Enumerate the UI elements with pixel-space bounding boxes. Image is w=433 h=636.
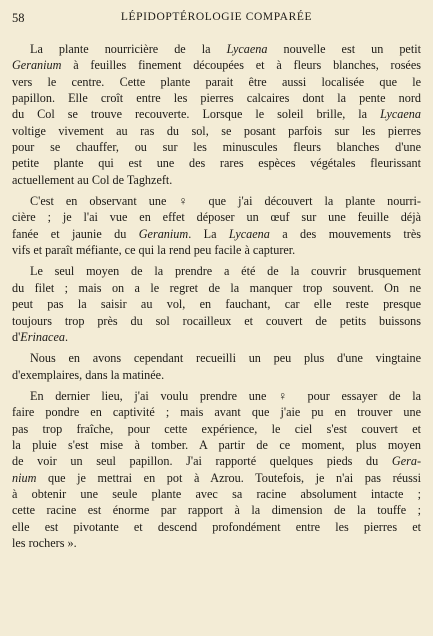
text-run: . La: [188, 226, 229, 241]
italic-term: Lycaena: [228, 226, 270, 241]
text-run: vifs et paraît méfiante, ce qui la rend peu facile à capturer.: [12, 243, 296, 258]
text-run: elle est pivotante et descend profondément entre les pierres et: [12, 519, 421, 534]
text-line: [12, 106, 421, 122]
text-run: les rochers ».: [12, 535, 77, 550]
text-run: La plante nourricière de la: [30, 42, 227, 56]
text-run: vers le centre. Cette plante parait être aussi localisée que le: [12, 74, 421, 89]
italic-term: Geranium: [12, 58, 62, 73]
text-line: [12, 280, 421, 296]
text-line: [12, 388, 421, 404]
text-run: C'est en observant une ♀ que j'ai découvert la plante nourri-: [30, 194, 421, 209]
paragraph: [12, 193, 421, 258]
text-run: peut pas la saisir au vol, en fauchant, car elle reste presque: [12, 297, 421, 312]
text-run: pas trop fraîche, pour cette expérience, le ciel s'est couvert et: [12, 421, 421, 436]
text-line: [12, 470, 421, 486]
text-line: [12, 226, 421, 242]
text-run: la pluie s'est mise à tomber. A partir de ce moment, plus moyen: [12, 437, 421, 452]
paragraph: [12, 388, 421, 551]
text-line: [12, 123, 421, 139]
text-line: [12, 139, 421, 155]
text-run: que je mettrai en pot à Azrou. Toutefois, je n'ai pas réussi: [36, 470, 421, 485]
text-run: fanée et jaunie du: [12, 226, 139, 241]
running-head: LÉPIDOPTÉROLOGIE COMPARÉE: [120, 11, 313, 23]
italic-term: Lycaena: [226, 42, 268, 56]
text-run: du filet ; mais on a le regret de la manquer trop souvent. On ne: [12, 280, 421, 295]
text-run: faire pondre en captivité ; mais avant que j'aie pu en trouver une: [12, 405, 421, 420]
text-run: cière ; je l'ai vue en effet déposer un œuf sur une feuille déjà: [12, 210, 421, 225]
page-number: 58: [12, 11, 25, 25]
text-line: [12, 242, 421, 258]
text-line: [12, 90, 421, 106]
text-line: [12, 155, 421, 171]
text-run: pour se chauffer, ou sur les minuscules fleurs blanches d'une: [12, 140, 421, 155]
text-run: d'exemplaires, dans la matinée.: [12, 367, 165, 382]
text-run: En dernier lieu, j'ai voulu prendre une ♀ pour essayer de la: [30, 388, 421, 403]
page-header: [12, 9, 421, 29]
text-run: petite plante qui est une des rares espèces végétales fleurissant: [12, 156, 421, 171]
text-line: [12, 329, 421, 345]
text-line: [12, 453, 421, 469]
text-run: a des mouvements très: [269, 226, 421, 241]
text-line: [12, 296, 421, 312]
text-run: de voir un seul papillon. J'ai rapporté quelques pieds du: [12, 454, 392, 469]
text-run: Le seul moyen de la prendre a été de la couvrir brusquement: [30, 264, 421, 279]
paragraph: [12, 41, 421, 188]
text-line: [12, 519, 421, 535]
text-run: Nous en avons cependant recueilli un peu plus d'une vingtaine: [30, 351, 421, 366]
text-run: voltige vivement au ras du sol, se posant parfois sur les pierres: [12, 123, 421, 138]
italic-term: Geranium: [138, 226, 189, 241]
italic-term: Lycaena: [380, 107, 421, 122]
text-line: [12, 74, 421, 90]
italic-term: nium: [12, 470, 37, 485]
text-line: [12, 57, 421, 73]
text-line: [12, 421, 421, 437]
text-run: d': [12, 329, 21, 344]
text-run: à obtenir une seule plante avec sa racine absolument intacte ;: [12, 486, 421, 501]
text-line: [12, 486, 421, 502]
page-body: [12, 41, 421, 551]
text-line: [12, 193, 421, 209]
text-line: [12, 209, 421, 225]
text-run: papillon. Elle croît entre les pierres calcaires dont la pente nord: [12, 91, 421, 106]
text-run: toujours trop près du sol rocailleux et couvert de petits buissons: [12, 313, 421, 328]
text-line: [12, 172, 421, 188]
text-line: [12, 437, 421, 453]
text-line: [12, 263, 421, 279]
text-line: [12, 41, 421, 57]
italic-term: Erinacea: [20, 329, 65, 344]
text-run: cette racine est énorme par rapport à la dimension de la touffe ;: [12, 503, 421, 518]
text-run: actuellement au Col de Taghzeft.: [12, 172, 173, 187]
italic-term: Gera-: [391, 454, 421, 469]
paragraph: [12, 350, 421, 383]
text-run: du Col se trouve recouverte. Lorsque le soleil brille, la: [12, 107, 381, 122]
paragraph: [12, 263, 421, 345]
text-run: nouvelle est un petit: [267, 42, 421, 56]
text-run: à feuilles finement découpées et à fleurs blanches, rosées: [61, 58, 421, 73]
text-line: [12, 502, 421, 518]
text-line: [12, 367, 421, 383]
text-line: [12, 313, 421, 329]
text-run: .: [64, 329, 69, 344]
text-line: [12, 535, 421, 551]
text-line: [12, 350, 421, 366]
text-line: [12, 404, 421, 420]
